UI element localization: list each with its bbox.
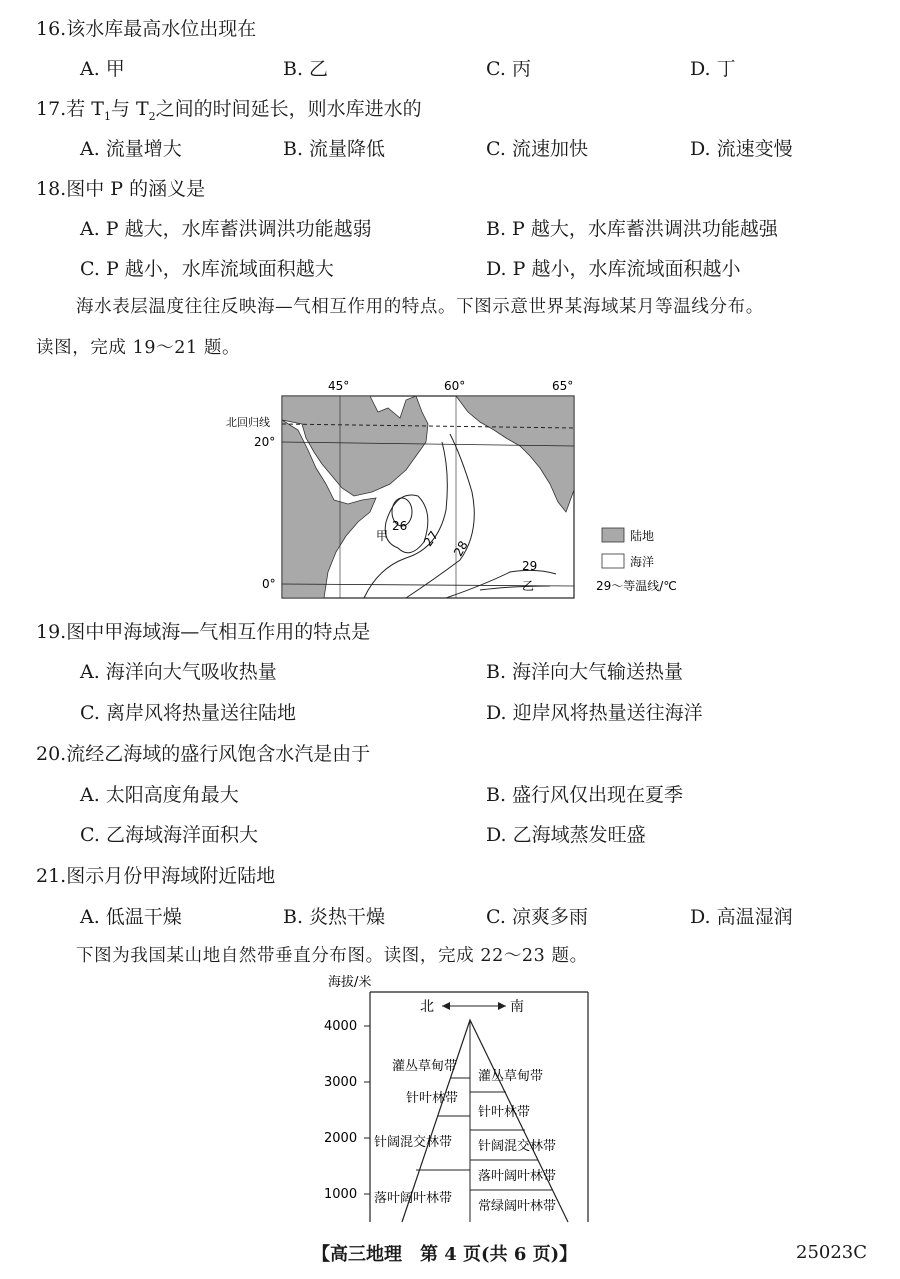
question-16-option-c[interactable]: C. 丙 xyxy=(486,58,531,80)
question-18-option-a[interactable]: A. P 越大，水库蓄洪调洪功能越弱 xyxy=(80,218,372,240)
intro-19-21-line1: 海水表层温度往往反映海—气相互作用的特点。下图示意世界某海域某月等温线分布。 xyxy=(76,297,764,317)
legend-land-label: 陆地 xyxy=(630,529,655,543)
isotherm-label-29: 29 xyxy=(522,559,538,573)
question-19-option-c[interactable]: C. 离岸风将热量送往陆地 xyxy=(80,702,296,724)
north-label: 北 xyxy=(420,999,434,1015)
lon-label-65: 65° xyxy=(552,379,574,393)
lat-label-0: 0° xyxy=(262,577,276,591)
altitude-axis-label: 海拔/米 xyxy=(328,975,372,990)
question-21-stem: 21.图示月份甲海域附近陆地 xyxy=(36,865,276,887)
question-17-option-a[interactable]: A. 流量增大 xyxy=(80,138,182,160)
question-18-option-b[interactable]: B. P 越大，水库蓄洪调洪功能越强 xyxy=(486,218,778,240)
question-17-option-d[interactable]: D. 流速变慢 xyxy=(690,138,793,160)
isotherm-label-27: 27 xyxy=(420,528,442,549)
question-16-stem: 16.该水库最高水位出现在 xyxy=(36,18,257,40)
legend-ocean-label: 海洋 xyxy=(630,555,655,569)
question-21-option-a[interactable]: A. 低温干燥 xyxy=(80,906,182,928)
question-16-option-a[interactable]: A. 甲 xyxy=(80,58,125,80)
legend-isotherm-label: 29～等温线/℃ xyxy=(596,579,677,593)
question-16-option-d[interactable]: D. 丁 xyxy=(690,58,736,80)
intro-19-21-line2: 读图，完成 19～21 题。 xyxy=(36,338,241,358)
south-zone-mixed: 针阔混交林带 xyxy=(478,1139,557,1154)
isotherm-label-28: 28 xyxy=(450,538,471,559)
question-20-stem: 20.流经乙海域的盛行风饱含水汽是由于 xyxy=(36,743,371,765)
lat-label-20: 20° xyxy=(254,435,276,449)
tick-3000: 3000 xyxy=(324,1075,358,1090)
page-footer-title: 【高三地理 第 4 页(共 6 页)】 xyxy=(312,1244,578,1265)
question-18-option-c[interactable]: C. P 越小，水库流域面积越大 xyxy=(80,258,334,280)
south-label: 南 xyxy=(510,999,524,1015)
page-code: 25023C xyxy=(796,1242,868,1263)
question-19-option-a[interactable]: A. 海洋向大气吸收热量 xyxy=(80,661,277,683)
question-18-stem: 18.图中 P 的涵义是 xyxy=(36,178,206,200)
question-21-option-d[interactable]: D. 高温湿润 xyxy=(690,906,793,928)
question-21-option-c[interactable]: C. 凉爽多雨 xyxy=(486,906,588,928)
north-zone-deciduous: 落叶阔叶林带 xyxy=(374,1191,453,1206)
south-zone-evergreen: 常绿阔叶林带 xyxy=(478,1199,557,1214)
tick-4000: 4000 xyxy=(324,1019,358,1034)
tropic-label: 北回归线 xyxy=(226,416,270,429)
question-19-option-d[interactable]: D. 迎岸风将热量送往海洋 xyxy=(486,702,703,724)
question-20-option-a[interactable]: A. 太阳高度角最大 xyxy=(80,784,239,806)
question-16-option-b[interactable]: B. 乙 xyxy=(283,58,329,80)
point-label-yi: 乙 xyxy=(522,579,535,593)
question-20-option-b[interactable]: B. 盛行风仅出现在夏季 xyxy=(486,784,684,806)
north-zone-coniferous: 针叶林带 xyxy=(406,1091,459,1106)
question-17-stem: 17.若 $T_1$与 $T_2$之间的时间延长，则水库进水的 xyxy=(36,98,422,123)
question-19-stem: 19.图中甲海域海—气相互作用的特点是 xyxy=(36,621,371,643)
question-17-option-c[interactable]: C. 流速加快 xyxy=(486,138,588,160)
question-21-option-b[interactable]: B. 炎热干燥 xyxy=(283,906,386,928)
question-20-option-d[interactable]: D. 乙海域蒸发旺盛 xyxy=(486,824,646,846)
question-20-option-c[interactable]: C. 乙海域海洋面积大 xyxy=(80,824,258,846)
tick-1000: 1000 xyxy=(324,1187,358,1202)
point-label-jia: 甲 xyxy=(376,529,389,543)
south-zone-deciduous: 落叶阔叶林带 xyxy=(478,1169,557,1184)
mountain-zonation-diagram xyxy=(320,970,600,1230)
question-18-option-d[interactable]: D. P 越小，水库流域面积越小 xyxy=(486,258,741,280)
isotherm-map xyxy=(210,372,710,604)
isotherm-label-26: 26 xyxy=(392,519,408,533)
tick-2000: 2000 xyxy=(324,1131,358,1146)
south-zone-shrub-meadow: 灌丛草甸带 xyxy=(478,1069,544,1084)
question-19-option-b[interactable]: B. 海洋向大气输送热量 xyxy=(486,661,684,683)
intro-22-23: 下图为我国某山地自然带垂直分布图。读图，完成 22～23 题。 xyxy=(76,946,588,966)
north-zone-shrub-meadow: 灌丛草甸带 xyxy=(392,1059,458,1074)
south-zone-coniferous: 针叶林带 xyxy=(478,1105,531,1120)
question-17-option-b[interactable]: B. 流量降低 xyxy=(283,138,386,160)
lon-label-45: 45° xyxy=(328,379,350,393)
lon-label-60: 60° xyxy=(444,379,466,393)
north-zone-mixed: 针阔混交林带 xyxy=(374,1135,453,1150)
